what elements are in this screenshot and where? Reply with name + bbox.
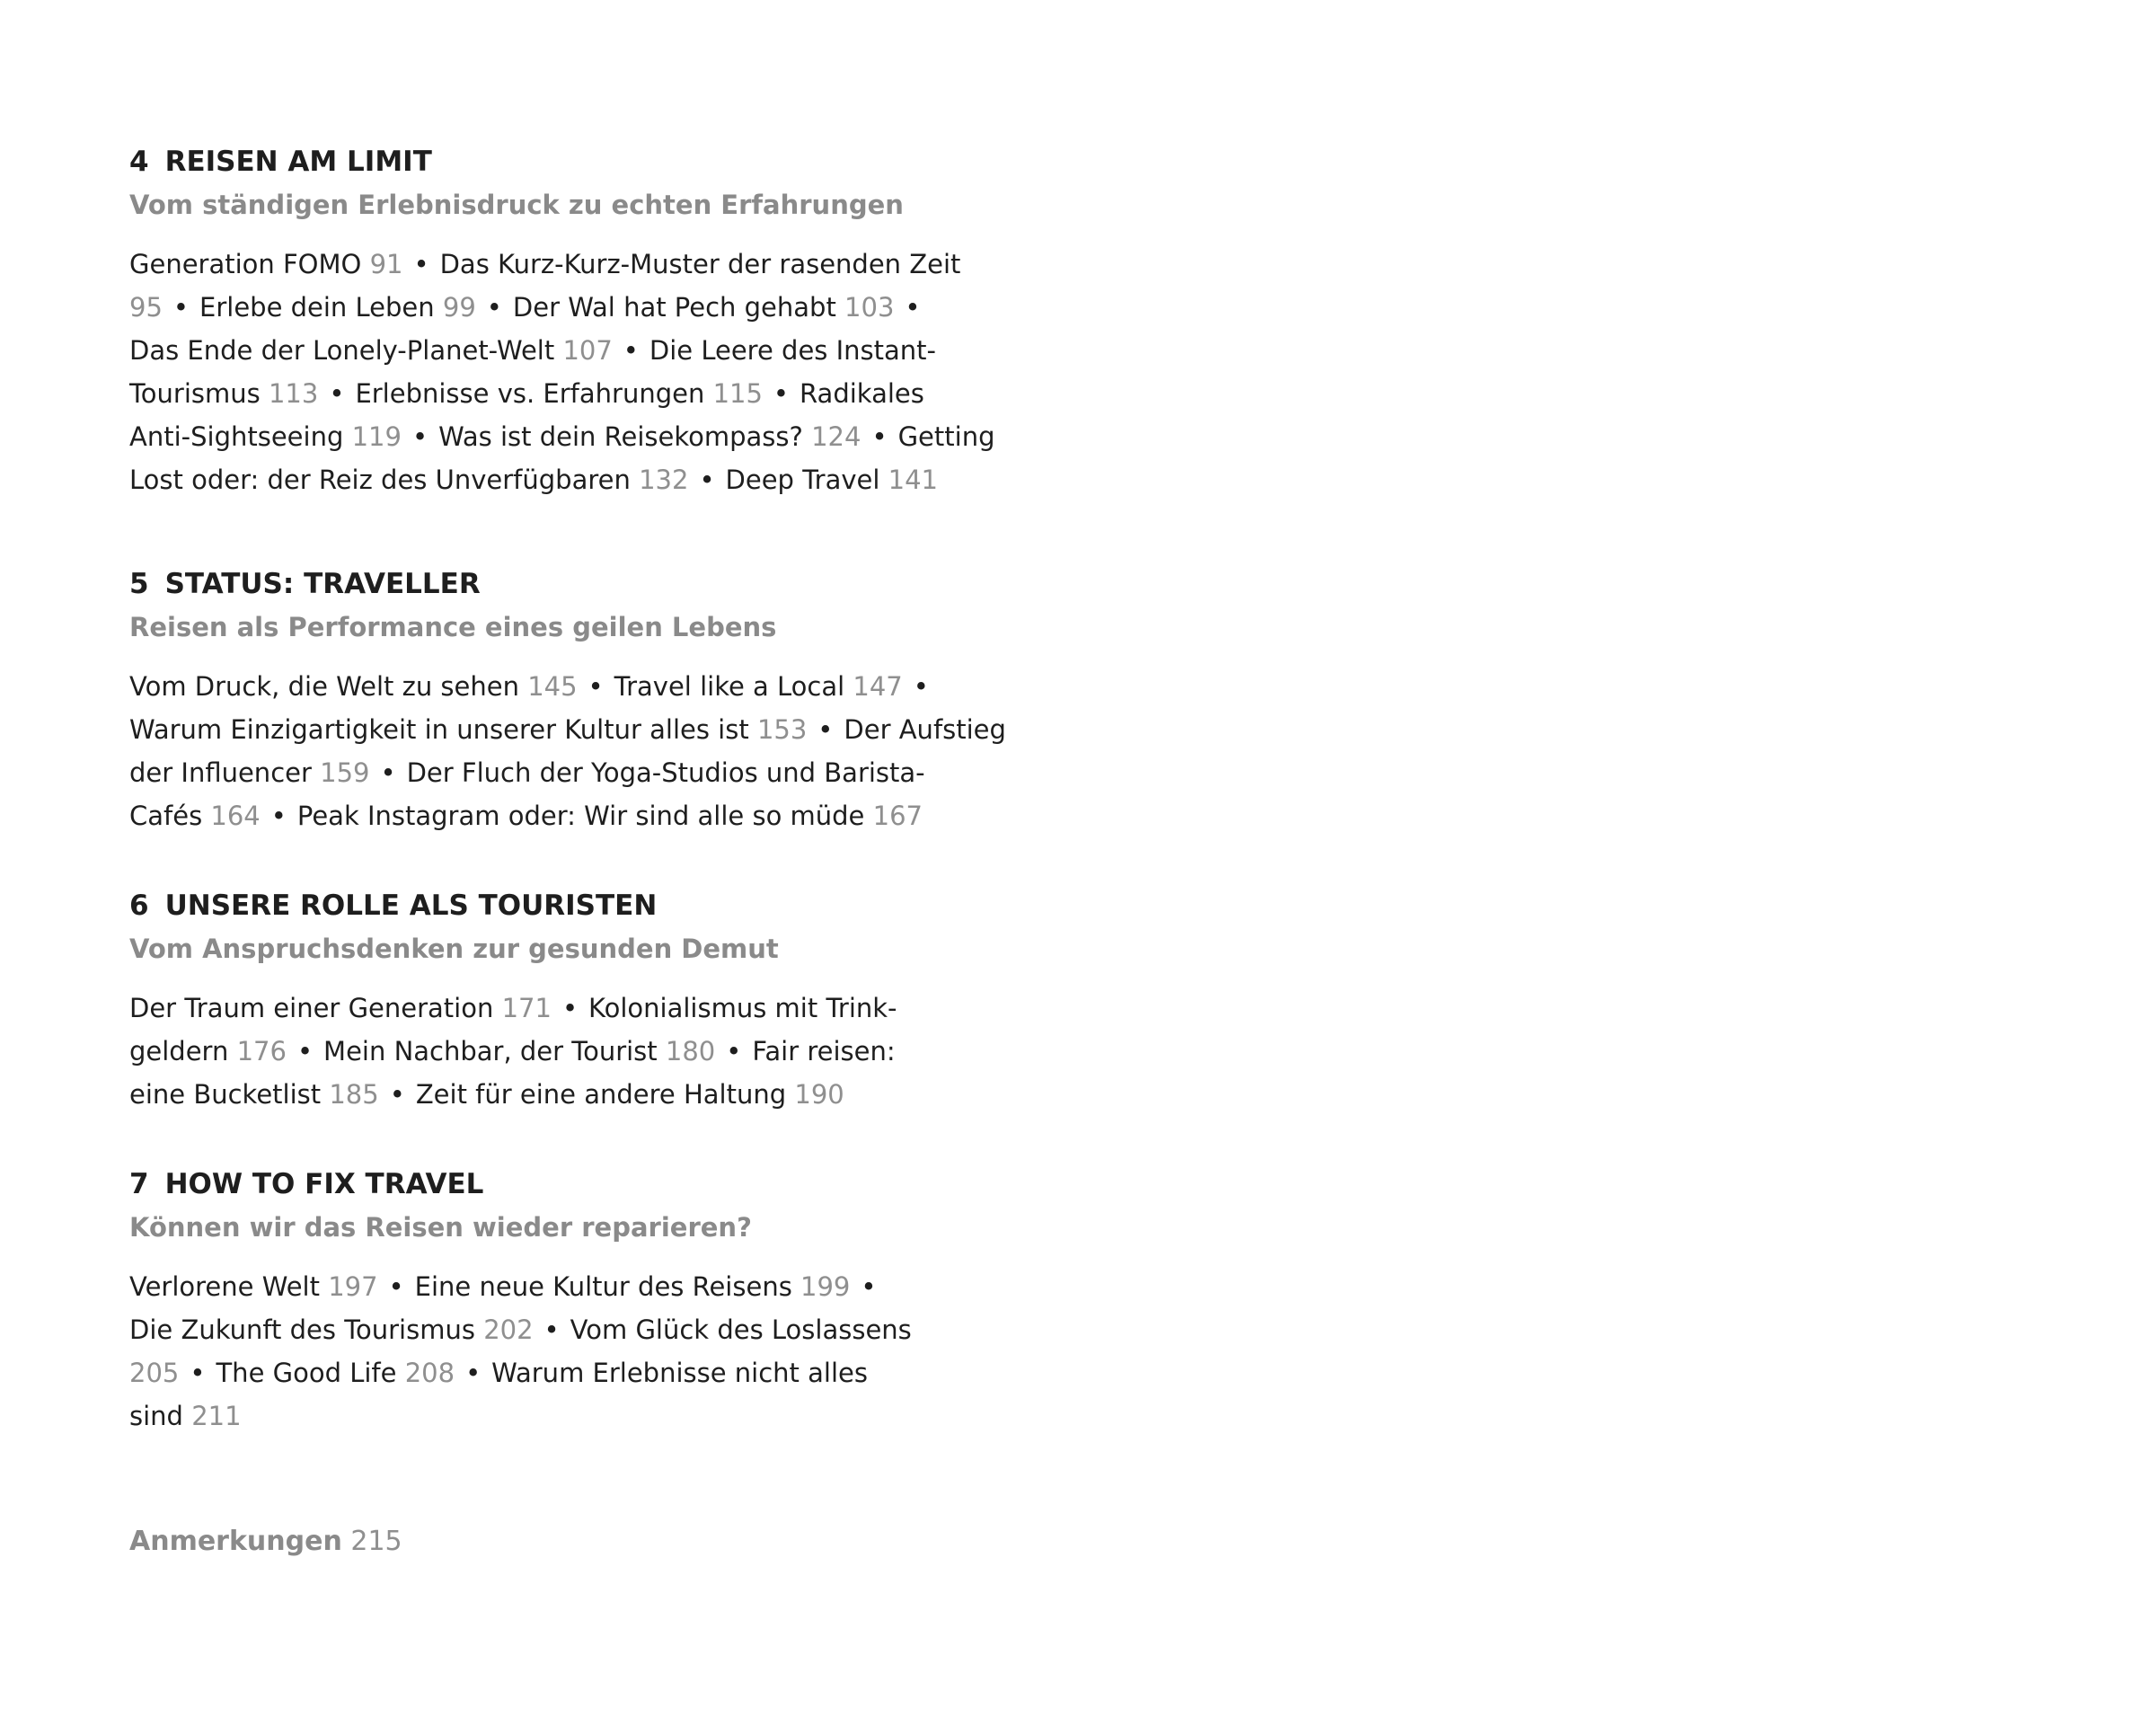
chapter-subtitle: Vom Anspruchsdenken zur gesunden Demut: [129, 934, 779, 964]
chapter-number: 5: [129, 568, 149, 600]
toc-line: [129, 1073, 1028, 1116]
chapter-heading: [129, 884, 1028, 927]
entry-page-number: 185: [329, 1079, 379, 1110]
toc-line: [129, 1351, 1028, 1394]
entry-title: Der Wal hat Pech gehabt: [512, 292, 845, 323]
entry-page-number: 99: [442, 292, 476, 323]
toc-line: [129, 458, 1028, 501]
entry-page-number: 190: [794, 1079, 844, 1110]
notes-entry: [129, 1520, 1028, 1563]
entry-page-number: 107: [562, 335, 613, 366]
entry-title: Peak Instagram oder: Wir sind alle so müde: [296, 801, 873, 831]
entry-page-number: 205: [129, 1358, 180, 1388]
toc-line: [129, 286, 1028, 329]
entry-title: Der Traum einer Generation: [129, 993, 502, 1023]
bullet-separator: •: [623, 335, 639, 366]
chapter-number: 7: [129, 1168, 149, 1200]
entry-title: Erlebe dein Leben: [199, 292, 443, 323]
chapter-heading: [129, 140, 1028, 183]
entry-title: Das Kurz-Kurz-Muster der rasenden Zeit: [439, 249, 961, 279]
toc-line: [129, 1394, 1028, 1438]
entry-title: Mein Nachbar, der Tourist: [323, 1036, 666, 1066]
chapter-title: REISEN AM LIMIT: [164, 146, 432, 178]
chapter-number: 6: [129, 889, 149, 922]
chapter-entries: [129, 987, 1028, 1116]
chapter-5: [129, 562, 1028, 837]
entry-title: Der Fluch der Yoga-Studios und Barista-: [406, 757, 925, 788]
entry-page-number: 199: [800, 1271, 851, 1302]
bullet-separator: •: [561, 993, 579, 1023]
toc-line: [129, 1308, 1028, 1351]
bullet-separator: •: [389, 1079, 405, 1110]
bullet-separator: •: [270, 801, 287, 831]
chapter-subtitle: Reisen als Performance eines geilen Lebens: [129, 612, 777, 642]
entry-title: geldern: [129, 1036, 237, 1066]
entry-page-number: 119: [351, 421, 402, 452]
chapter-4: [129, 140, 1028, 501]
entry-page-number: 147: [853, 671, 903, 702]
toc-line: [129, 415, 1028, 458]
notes-label: Anmerkungen: [129, 1526, 342, 1557]
bullet-separator: •: [380, 757, 396, 788]
chapter-6: [129, 884, 1028, 1116]
bullet-separator: •: [486, 292, 502, 323]
entry-page-number: 159: [320, 757, 370, 788]
toc-line: [129, 329, 1028, 372]
chapter-7: [129, 1163, 1028, 1438]
entry-page-number: 103: [844, 292, 895, 323]
chapter-subtitle: Können wir das Reisen wieder reparieren?: [129, 1212, 752, 1243]
entry-page-number: 176: [236, 1036, 287, 1066]
entry-title: Cafés: [129, 801, 211, 831]
entry-page-number: 171: [501, 993, 552, 1023]
entry-title: eine Bucketlist: [129, 1079, 330, 1110]
entry-title: der Influencer: [129, 757, 321, 788]
bullet-separator: •: [699, 465, 715, 495]
entry-title: Was ist dein Reisekompass?: [438, 421, 812, 452]
notes-page-number: 215: [350, 1526, 402, 1557]
entry-title: Radikales: [800, 378, 924, 409]
entry-title: Travel like a Local: [614, 671, 853, 702]
entry-page-number: 197: [328, 1271, 378, 1302]
entry-title: Getting: [897, 421, 995, 452]
entry-title: Vom Glück des Loslassens: [570, 1314, 912, 1345]
bullet-separator: •: [465, 1358, 482, 1388]
entry-title: Erlebnisse vs. Erfahrungen: [355, 378, 713, 409]
entry-title: Deep Travel: [725, 465, 888, 495]
bullet-separator: •: [817, 714, 834, 745]
entry-page-number: 211: [191, 1401, 242, 1431]
toc-line: [129, 1265, 1028, 1308]
entry-title: Fair reisen:: [752, 1036, 896, 1066]
chapter-number: 4: [129, 146, 149, 178]
chapter-entries: [129, 243, 1028, 501]
chapter-entries: [129, 1265, 1028, 1438]
entry-page-number: 202: [483, 1314, 534, 1345]
entry-title: Vom Druck, die Welt zu sehen: [129, 671, 528, 702]
toc-line: [129, 794, 1028, 837]
chapter-heading: [129, 1163, 1028, 1206]
bullet-separator: •: [329, 378, 345, 409]
entry-page-number: 91: [369, 249, 403, 279]
bullet-separator: •: [861, 1271, 877, 1302]
entry-title: Der Aufstieg: [844, 714, 1006, 745]
entry-title: Anti-Sightseeing: [129, 421, 352, 452]
toc-line: [129, 243, 1028, 286]
entry-page-number: 167: [872, 801, 923, 831]
entry-title: Zeit für eine andere Haltung: [415, 1079, 795, 1110]
entry-title: Die Leere des Instant-: [649, 335, 937, 366]
bullet-separator: •: [773, 378, 790, 409]
entry-title: Die Zukunft des Tourismus: [129, 1314, 484, 1345]
bullet-separator: •: [905, 292, 921, 323]
entry-page-number: 164: [210, 801, 261, 831]
chapter-entries: [129, 665, 1028, 837]
entry-page-number: 115: [712, 378, 763, 409]
chapter-subtitle: Vom ständigen Erlebnisdruck zu echten Erfahrungen: [129, 190, 904, 220]
bullet-separator: •: [388, 1271, 404, 1302]
entry-page-number: 208: [404, 1358, 455, 1388]
bullet-separator: •: [913, 671, 929, 702]
entry-title: Generation FOMO: [129, 249, 370, 279]
entry-page-number: 153: [756, 714, 808, 745]
entry-page-number: 145: [527, 671, 578, 702]
entry-page-number: 180: [665, 1036, 716, 1066]
chapter-title: HOW TO FIX TRAVEL: [164, 1168, 484, 1200]
entry-title: Tourismus: [129, 378, 269, 409]
toc-line: [129, 1030, 1028, 1073]
chapter-title: STATUS: TRAVELLER: [164, 568, 481, 600]
entry-title: Lost oder: der Reiz des Unverfügbaren: [129, 465, 640, 495]
bullet-separator: •: [726, 1036, 742, 1066]
entry-title: sind: [129, 1401, 192, 1431]
bullet-separator: •: [411, 421, 429, 452]
entry-page-number: 124: [811, 421, 862, 452]
entry-title: Kolonialismus mit Trink-: [588, 993, 897, 1023]
bullet-separator: •: [543, 1314, 560, 1345]
bullet-separator: •: [871, 421, 888, 452]
toc-line: [129, 987, 1028, 1030]
entry-title: The Good Life: [216, 1358, 405, 1388]
bullet-separator: •: [296, 1036, 314, 1066]
entry-page-number: 95: [129, 292, 163, 323]
chapter-title: UNSERE ROLLE ALS TOURISTEN: [164, 889, 658, 922]
toc-line: [129, 708, 1028, 751]
entry-title: Verlorene Welt: [129, 1271, 329, 1302]
bullet-separator: •: [588, 671, 604, 702]
chapter-heading: [129, 562, 1028, 606]
entry-page-number: 141: [888, 465, 938, 495]
bullet-separator: •: [172, 292, 190, 323]
toc-line: [129, 751, 1028, 794]
bullet-separator: •: [190, 1358, 206, 1388]
toc-line: [129, 665, 1028, 708]
entry-title: Eine neue Kultur des Reisens: [414, 1271, 801, 1302]
entry-page-number: 132: [639, 465, 689, 495]
table-of-contents: [129, 140, 1028, 1563]
toc-line: [129, 372, 1028, 415]
entry-title: Das Ende der Lonely-Planet-Welt: [129, 335, 563, 366]
bullet-separator: •: [413, 249, 429, 279]
entry-title: Warum Erlebnisse nicht alles: [491, 1358, 868, 1388]
entry-title: Warum Einzigartigkeit in unserer Kultur alles ist: [129, 714, 757, 745]
entry-page-number: 113: [268, 378, 319, 409]
